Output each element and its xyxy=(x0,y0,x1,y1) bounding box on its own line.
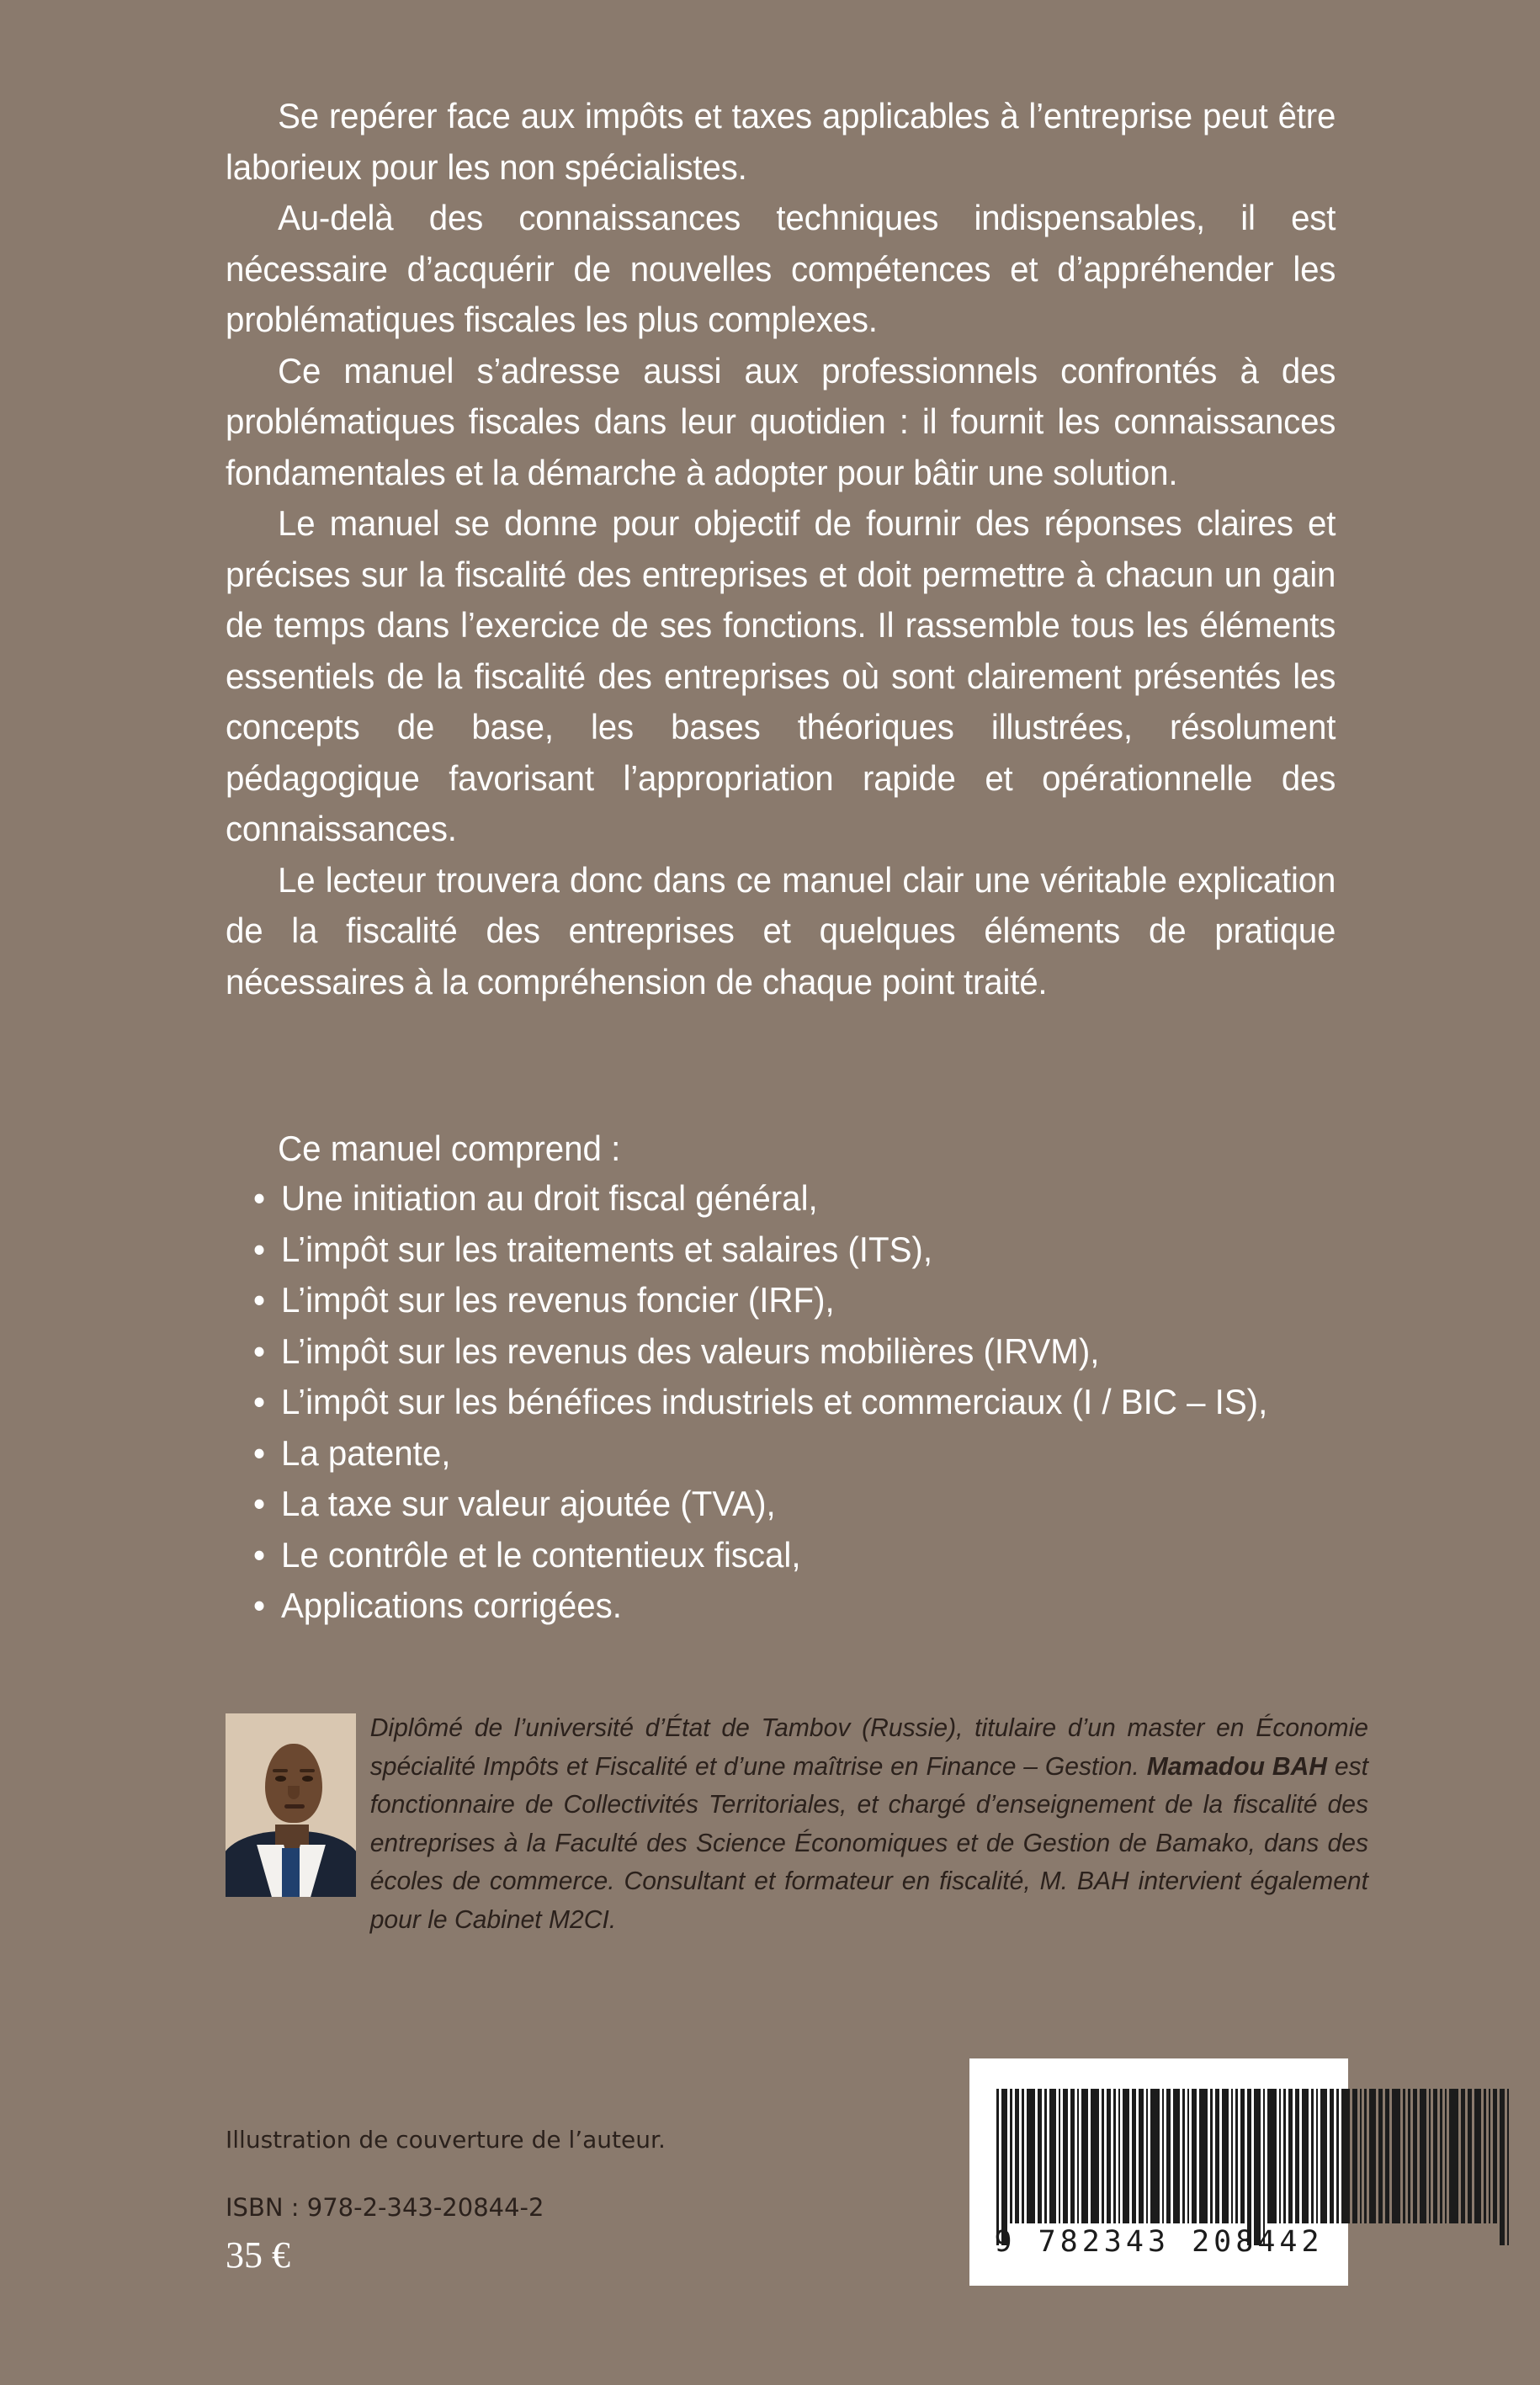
list-item xyxy=(226,1326,1368,1378)
list-item-label: La patente, xyxy=(280,1432,451,1473)
blurb-paragraph: Le lecteur trouvera donc dans ce manuel clair une véritable explication de la fiscalité des entreprises et quelques éléments de pratique nécessaires à la compréhension de chaque point traité. xyxy=(226,859,1336,1001)
price-label: 35 € xyxy=(226,2234,290,2276)
author-name: Mamadou BAH xyxy=(1146,1750,1328,1781)
isbn-text: ISBN : 978-2-343-20844-2 xyxy=(226,2193,544,2222)
blurb-paragraph: Se repérer face aux impôts et taxes applicables à l’entreprise peut être laborieux pour les non spécialistes. xyxy=(226,96,1336,187)
author-bio xyxy=(226,1708,1368,1938)
list-item xyxy=(226,1580,1368,1632)
list-item-label: L’impôt sur les traitements et salaires (ITS), xyxy=(280,1229,933,1269)
author-block xyxy=(226,1708,1404,1938)
list-item-label: Le contrôle et le contentieux fiscal, xyxy=(280,1534,801,1575)
contents-intro: Ce manuel comprend : xyxy=(278,1129,621,1168)
blurb-paragraph: Le manuel se donne pour objectif de fournir des réponses claires et précises sur la fiscalité des entreprises et doit permettre à chacun un gain de temps dans l’exercice de ses fonctions. Il rassemble tous les éléments essentiels de la fiscalité des entreprises où sont clairement présentés les concepts de base, les bases théoriques illustrées, résolument pédagogique favorisant l’appropriation rapide et opérationnelle des connaissances. xyxy=(226,503,1336,848)
list-item-label: Une initiation au droit fiscal général, xyxy=(280,1178,818,1218)
list-item-label: L’impôt sur les revenus des valeurs mobilières (IRVM), xyxy=(280,1331,1100,1371)
blurb-paragraph: Au-delà des connaissances techniques indispensables, il est nécessaire d’acquérir de nouvelles compétences et d’appréhender les problématiques fiscales les plus complexes. xyxy=(226,198,1336,339)
list-item xyxy=(226,1428,1368,1479)
contents-list xyxy=(226,1173,1368,1632)
list-item xyxy=(226,1275,1368,1326)
author-bio-part1: Diplômé de l’université d’État de Tambov (Russie), titulaire d’un master en Économie spécialité Impôts et Fiscalité et d’une maîtrise en Finance – Gestion. xyxy=(369,1713,1369,1781)
blurb-paragraph: Ce manuel s’adresse aussi aux professionnels confrontés à des problématiques fiscales dans leur quotidien : il fournit les connaissances fondamentales et la démarche à adopter pour bâtir une solution. xyxy=(226,350,1336,492)
barcode-digits: 9 782343 208442 xyxy=(994,2225,1324,2259)
list-item-label: L’impôt sur les bénéfices industriels et commerciaux (I / BIC – IS), xyxy=(280,1382,1268,1421)
list-item xyxy=(226,1224,1368,1276)
barcode-panel xyxy=(969,2058,1348,2286)
list-item-label: Applications corrigées. xyxy=(280,1586,622,1625)
barcode-bars xyxy=(996,2089,1511,2223)
illustration-credit: Illustration de couverture de l’auteur. xyxy=(226,2126,666,2154)
back-cover-blurb xyxy=(226,91,1370,1007)
footer-left xyxy=(226,2126,666,2277)
list-item xyxy=(226,1479,1368,1530)
list-item xyxy=(226,1173,1368,1224)
list-item-label: L’impôt sur les revenus foncier (IRF), xyxy=(280,1280,835,1320)
list-item-label: La taxe sur valeur ajoutée (TVA), xyxy=(280,1484,776,1523)
author-bio-part2: est fonctionnaire de Collectivités Territoriales, et chargé d’enseignement de la fiscalité des entreprises à la Faculté des Science Économiques et de Gestion de Bamako, dans des écoles de commerce. Consultant et formateur en fiscalité, M. BAH intervient également pour le Cabinet M2CI. xyxy=(369,1750,1369,1934)
list-item xyxy=(226,1377,1368,1428)
list-item xyxy=(226,1530,1368,1581)
